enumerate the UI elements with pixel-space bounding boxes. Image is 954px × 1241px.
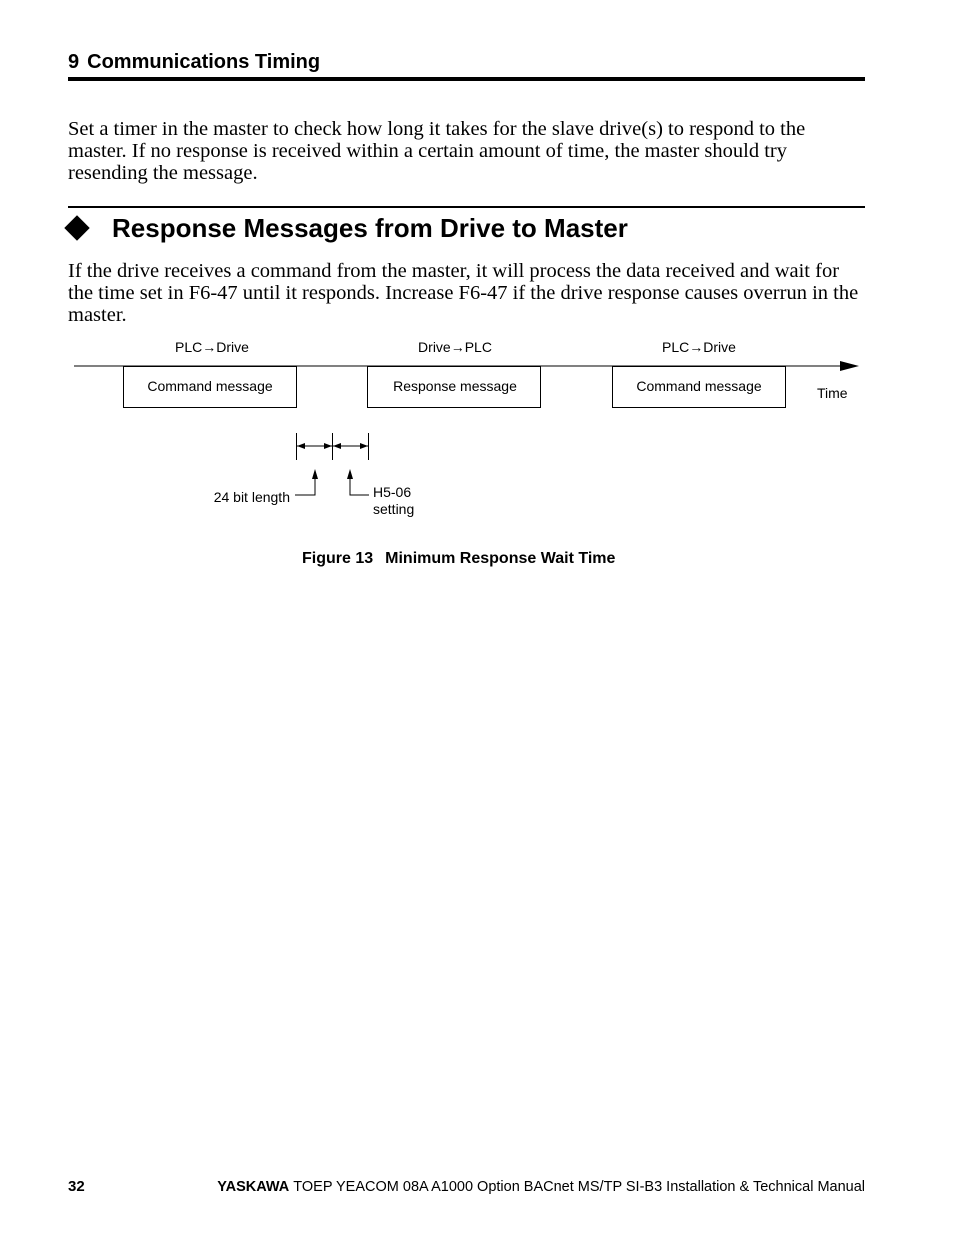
diamond-bullet-icon [64, 215, 89, 240]
bit-length-leader-arrow-icon [312, 469, 318, 479]
intro-paragraph: Set a timer in the master to check how long it takes for the slave drive(s) to respond to the master. If no response is received within a certain amount of time, the master should try resending the message. [68, 118, 806, 184]
direction-label-1: PLC→Drive [175, 339, 249, 355]
timing-diagram [0, 330, 954, 540]
section-number: 9 [68, 51, 80, 73]
bit-length-arrow-right-icon [324, 443, 332, 449]
time-label: Time [817, 385, 848, 401]
subsection-rule [68, 206, 865, 208]
direction-label-2: Drive→PLC [418, 339, 492, 355]
footer-title-text: TOEP YEACOM 08A A1000 Option BACnet MS/TP SI-B3 Installation & Technical Manual [293, 1179, 865, 1195]
direction-label-3: PLC→Drive [662, 339, 736, 355]
command-message-label-1: Command message [147, 378, 273, 394]
setting-arrow-left-icon [333, 443, 341, 449]
setting-arrow-right-icon [360, 443, 368, 449]
setting-leader-arrow-icon [347, 469, 353, 479]
setting-label-line2: setting [373, 501, 415, 517]
command-message-label-2: Command message [636, 378, 762, 394]
setting-leader [350, 478, 369, 495]
figure-caption [302, 550, 615, 568]
time-arrow-icon [840, 361, 859, 371]
bit-length-label: 24 bit length [213, 489, 290, 505]
footer-brand: YASKAWA [217, 1179, 290, 1195]
section-title: Communications Timing [87, 51, 321, 73]
response-paragraph: If the drive receives a command from the master, it will process the data received and wait for the time set in F6-47 until it responds. Increase F6-47 if the drive response causes overrun in the master. [68, 260, 859, 326]
bit-length-leader [295, 478, 315, 495]
footer-document-title [217, 1179, 865, 1195]
subsection-title: Response Messages from Drive to Master [112, 213, 628, 243]
page-number: 32 [68, 1178, 85, 1195]
response-message-label: Response message [393, 378, 517, 394]
figure-title: Minimum Response Wait Time [385, 550, 616, 567]
section-header [68, 51, 320, 74]
header-rule [68, 77, 865, 81]
bit-length-arrow-left-icon [297, 443, 305, 449]
setting-label-line1: H5-06 [373, 484, 412, 500]
figure-number: Figure 13 [302, 550, 374, 567]
